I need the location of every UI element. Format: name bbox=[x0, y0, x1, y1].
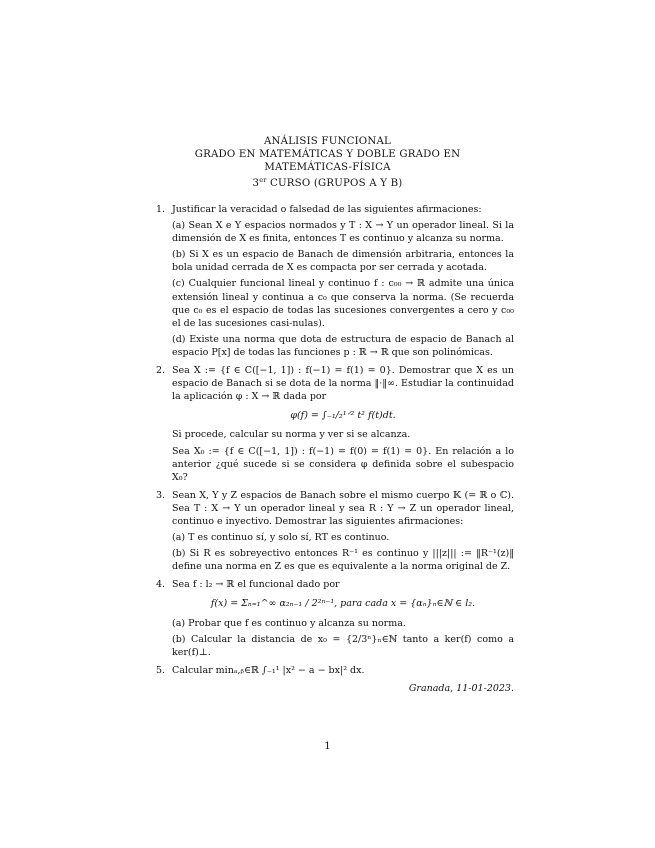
course-groups: CURSO (GRUPOS A Y B) bbox=[266, 178, 403, 189]
problem-part: (b) Si R es sobreyectivo entonces R⁻¹ es continuo y |||z||| := ‖R⁻¹(z)‖ define una norma en Z es que es equivalente a la norma original de Z. bbox=[172, 548, 514, 573]
degree-line-1: GRADO EN MATEMÁTICAS Y DOBLE GRADO EN bbox=[194, 149, 461, 160]
problem-part: (d) Existe una norma que dota de estructura de espacio de Banach al espacio P[x] de todas las funciones p : ℝ → ℝ que son polinómicas. bbox=[172, 333, 514, 358]
problem-4 bbox=[156, 578, 514, 658]
problem-statement: Calcular minₐ,ᵦ∈ℝ ∫₋₁¹ |x² − a − bx|² dx. bbox=[172, 664, 365, 676]
problem-part: Sea X₀ := {f ∈ C([−1, 1]) : f(−1) = f(0) = f(1) = 0}. En relación a lo anterior ¿qué sucede si se considera φ definida sobre el subespacio X₀? bbox=[172, 445, 514, 483]
exam-title: ANÁLISIS FUNCIONAL bbox=[263, 136, 391, 147]
problem-1 bbox=[156, 203, 514, 359]
problem-number: 4. bbox=[156, 579, 166, 591]
problem-part: (a) Probar que f es continuo y alcanza su norma. bbox=[172, 617, 406, 629]
problem-part: Si procede, calcular su norma y ver si se alcanza. bbox=[172, 429, 411, 441]
course-ordinal: er bbox=[259, 176, 267, 184]
problem-number: 5. bbox=[156, 664, 166, 676]
problem-statement: Sea X := {f ∈ C([−1, 1]) : f(−1) = f(1) = 0}. Demostrar que X es un espacio de Banach si se dota de la norma ‖·‖∞. Estudiar la continuidad la aplicación φ : X → ℝ dada por bbox=[172, 365, 514, 403]
exam-header bbox=[0, 135, 655, 190]
exam-date: Granada, 11-01-2023. bbox=[408, 682, 514, 694]
course-line bbox=[0, 174, 655, 190]
problem-list bbox=[156, 203, 514, 695]
display-formula: f(x) = Σₙ₌₁^∞ α₂ₙ₋₁ / 2²ⁿ⁻¹, para cada x = {αₙ}ₙ∈ℕ ∈ l₂. bbox=[210, 598, 476, 610]
problem-part: (b) Calcular la distancia de x₀ = {2/3ⁿ}ₙ∈ℕ tanto a ker(f) como a ker(f)⊥. bbox=[172, 633, 514, 658]
problem-number: 1. bbox=[156, 204, 166, 215]
problem-part: (b) Si X es un espacio de Banach de dimensión arbitraria, entonces la bola unidad cerrada de X es compacta por ser cerrada y acotada. bbox=[172, 249, 514, 274]
problem-part: (a) Sean X e Y espacios normados y T : X → Y un operador lineal. Si la dimensión de X es finita, entonces T es continuo y alcanza su norma. bbox=[172, 220, 514, 245]
page-number: 1 bbox=[324, 741, 331, 752]
problem-5 bbox=[156, 664, 514, 677]
problem-statement: Sean X, Y y Z espacios de Banach sobre el mismo cuerpo 𝕂 (= ℝ o ℂ). Sea T : X → Y un operador lineal y sea R : Y → Z un operador lineal, continuo e inyectivo. Demostrar las siguientes afirmaciones: bbox=[172, 489, 514, 527]
problem-statement: Justificar la veracidad o falsedad de las siguientes afirmaciones: bbox=[172, 204, 482, 215]
problem-3 bbox=[156, 489, 514, 574]
problem-number: 2. bbox=[156, 365, 166, 377]
course-number: 3 bbox=[252, 178, 260, 189]
problem-statement: Sea f : l₂ → ℝ el funcional dado por bbox=[172, 579, 340, 591]
problem-part: (c) Cualquier funcional lineal y continuo f : c₀₀ → ℝ admite una única extensión lineal y continua a c₀ que conserva la norma. (Se recuerda que c₀ es el espacio de todas las sucesiones convergentes a cero y c₀₀ el de las sucesiones casi-nulas). bbox=[172, 278, 514, 329]
display-formula: φ(f) = ∫₋₁/₂¹ᐟ² t² f(t)dt. bbox=[290, 410, 396, 422]
degree-line-2: MATEMÁTICAS-FÍSICA bbox=[264, 162, 391, 173]
problem-number: 3. bbox=[156, 489, 166, 501]
problem-2 bbox=[156, 364, 514, 484]
problem-part: (a) T es continuo sí, y solo sí, RT es continuo. bbox=[172, 532, 390, 544]
